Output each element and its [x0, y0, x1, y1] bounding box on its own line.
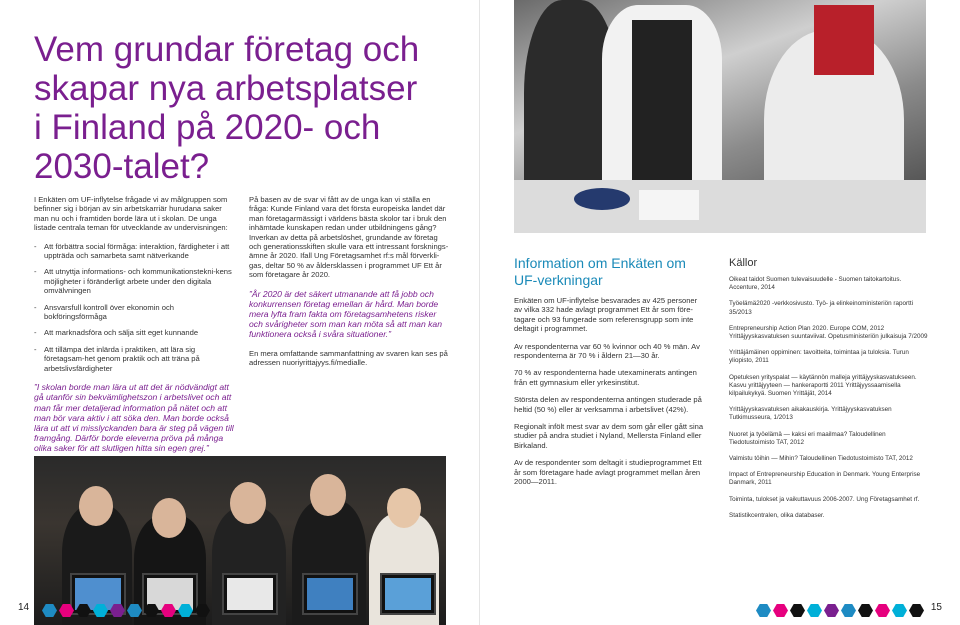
title-line: 2030-talet?	[34, 147, 210, 186]
info-paragraph: Regionalt infölt mest svar av dem som går eller gått sina studier på andra studiet i Nyland, Mellersta Finland eller Birkaland.	[514, 422, 704, 450]
intro-paragraph: I Enkäten om UF-inflytelse frågade vi av målgruppen som befinner sig i början av sin arbetskarriär hurudana saker man nu och i framtiden borde lära ut i skolan. De unga listade centrala teman för utvecklande av undervisningen:	[34, 195, 228, 233]
source-item: Valmistu töihin — Mihin? Taloudellinen Tiedotustoimisto TAT, 2012	[729, 455, 913, 463]
workshop-photo	[514, 0, 926, 233]
theme-item: - Att utnyttja informations- och kommunikationstekni-kens möjligheter i föränderligt arbete under den digitala omvälvningen	[34, 267, 234, 295]
hexagon-shape	[773, 604, 788, 617]
source-item: Yrittäjyyskasvatuksen aikakauskirja. Yrittäjyyskasvatuksen Tutkimusseura, 1/2013	[729, 406, 892, 422]
theme-list	[34, 242, 234, 373]
hexagon-shape	[178, 604, 193, 617]
title-line: Vem grundar företag och	[34, 30, 420, 69]
hexagon-shape	[76, 604, 91, 617]
info-paragraph: Största delen av respondenterna antingen studerade på heltid (50 %) eller är verksamma i arbetslivet (42%).	[514, 395, 702, 414]
sources-heading: Källor	[729, 257, 758, 269]
info-heading: Information om Enkäten om UF-verkningar	[514, 255, 686, 288]
hexagon-shape	[807, 604, 822, 617]
hexagon-shape	[42, 604, 57, 617]
body-paragraph: På basen av de svar vi fått av de unga kan vi ställa en fråga: Kunde Finland vara det första europeiska landet där man företagarmässigt i världens bästa skolor tar i bruk den inhämtade kunskapen redan under utbildningens gång? Inverkan av detta på arbetslöshet, grundande av företag och generationsskiften skulle vara ett intressant forsknings-ämne år 2020. Ifall Ung Företagsamhet rf:s mål förverkli-gas, deltar 50 % av åldersklassen i programmet UF Ett år som företagare år 2020.	[249, 195, 449, 280]
info-paragraph: 70 % av respondenterna hade utexaminerats antingen från ett gymnasium eller yrkesinstitut.	[514, 368, 697, 387]
source-item: Impact of Entrepreneurship Education in Denmark. Young Enterprise Danmark, 2011	[729, 471, 921, 487]
info-paragraph: Av de respondenter som deltagit i studieprogrammet Ett år som företagare hade avlagt programmet mellan åren 2000—2011.	[514, 458, 702, 487]
hexagon-shape	[144, 604, 159, 617]
theme-item: - Att marknadsföra och sälja sitt eget kunnande	[34, 328, 234, 337]
hexagon-shape	[790, 604, 805, 617]
text-column-left	[34, 195, 234, 463]
page-number: 15	[930, 602, 942, 613]
body-paragraph: En mera omfattande sammanfattning av svaren kan ses på adressen nuoriyrittajyys.fi/medialle.	[249, 348, 448, 368]
source-item: Nuoret ja työelämä — kaksi eri maailmaa? Taloudellinen Tiedotustoimisto TAT, 2012	[729, 430, 886, 446]
source-item: Statistikcentralen, olika databaser.	[729, 511, 825, 519]
source-item: Oikeat taidot Suomen tulevaisuudelle - Suomen taitokartoitus. Accenture, 2014	[729, 276, 902, 292]
team-photo	[34, 456, 446, 625]
hexagon-shape	[875, 604, 890, 617]
sources-list	[729, 276, 929, 528]
info-column	[514, 296, 704, 495]
hexagon-shape	[756, 604, 771, 617]
text-column-right	[249, 195, 449, 376]
hexagon-shape	[841, 604, 856, 617]
source-item: Yrittäjämäinen oppiminen: tavoitteita, toimintaa ja tuloksia. Turun yliopisto, 2011	[729, 349, 909, 365]
hexagon-shape	[824, 604, 839, 617]
hexagon-decoration	[754, 604, 924, 617]
hexagon-shape	[161, 604, 176, 617]
theme-item: - Att tillämpa det inlärda i praktiken, att lära sig företagsam-het genom praktik och att träna på arbetslivsfärdigheter	[34, 345, 234, 373]
hexagon-decoration	[40, 604, 210, 617]
page-number: 14	[18, 602, 30, 613]
hexagon-shape	[110, 604, 125, 617]
title-line: skapar nya arbetsplatser	[34, 69, 418, 108]
info-paragraph: Enkäten om UF-inflytelse besvarades av 425 personer av vilka 332 hade avlagt programmet Ett år som före-tagare och 93 fungerade som referensgrupp som inte deltagit i programmet.	[514, 296, 698, 334]
hexagon-shape	[127, 604, 142, 617]
page-title	[34, 30, 444, 186]
source-item: Opetuksen yrityspalat — käytännön malleja yrittäjyyskasvatukseen. Kasvu yrittäjyyteen — hankeraportti 2011 Yrittäjyyssaamisella kilpailukykyä. Suomen Yrittäjät, 2014	[729, 373, 917, 398]
source-item: Toiminta, tulokset ja vaikuttavuus 2006-2007. Ung Företagsamhet rf.	[729, 495, 920, 503]
theme-item: - Ansvarsfull kontroll över ekonomin och bokföringsförmåga	[34, 303, 234, 322]
hexagon-shape	[892, 604, 907, 617]
hexagon-shape	[59, 604, 74, 617]
pull-quote: ”I skolan borde man lära ut att det är nödvändigt att gå utanför sin bekvämlighetszon i arbetslivet och att man får mer detaljerad information på nätet och att man bör vara aktiv i att söka den. Man borde också lära ut att vi misslyckanden bara är steg på vägen till framgång. Därför borde eleverna pröva på många olika saker för att slutligen hitta sin egen grej.”	[34, 382, 234, 454]
hexagon-shape	[195, 604, 210, 617]
theme-item: - Att förbättra social förmåga: interaktion, färdigheter i att uppträda och samarbeta samt nätverkande	[34, 242, 234, 261]
pull-quote: ”År 2020 är det säkert utmanande att få jobb och konkurrensen företag emellan är hård. Man borde mera lyfta fram fakta om företagsamhetens risker och svårigheter som man kan möta så att man kan funktionera också i svåra situationer.”	[249, 288, 442, 340]
source-item: Työelämä2020 -verkkosivusto. Työ- ja elinkeinoministeriön raportti 35/2013	[729, 300, 913, 316]
hexagon-shape	[93, 604, 108, 617]
hexagon-shape	[909, 604, 924, 617]
title-line: i Finland på 2020- och	[34, 108, 381, 147]
source-item: Entrepreneurship Action Plan 2020. Europe COM, 2012 Yrittäjyyskasvatuksen suuntaviivat. Opetusministeriön julkaisuja 7/2009	[729, 324, 928, 341]
info-paragraph: Av respondenterna var 60 % kvinnor och 40 % män. Av respondenterna är 70 % i åldern 21—30 år.	[514, 341, 700, 361]
hexagon-shape	[858, 604, 873, 617]
